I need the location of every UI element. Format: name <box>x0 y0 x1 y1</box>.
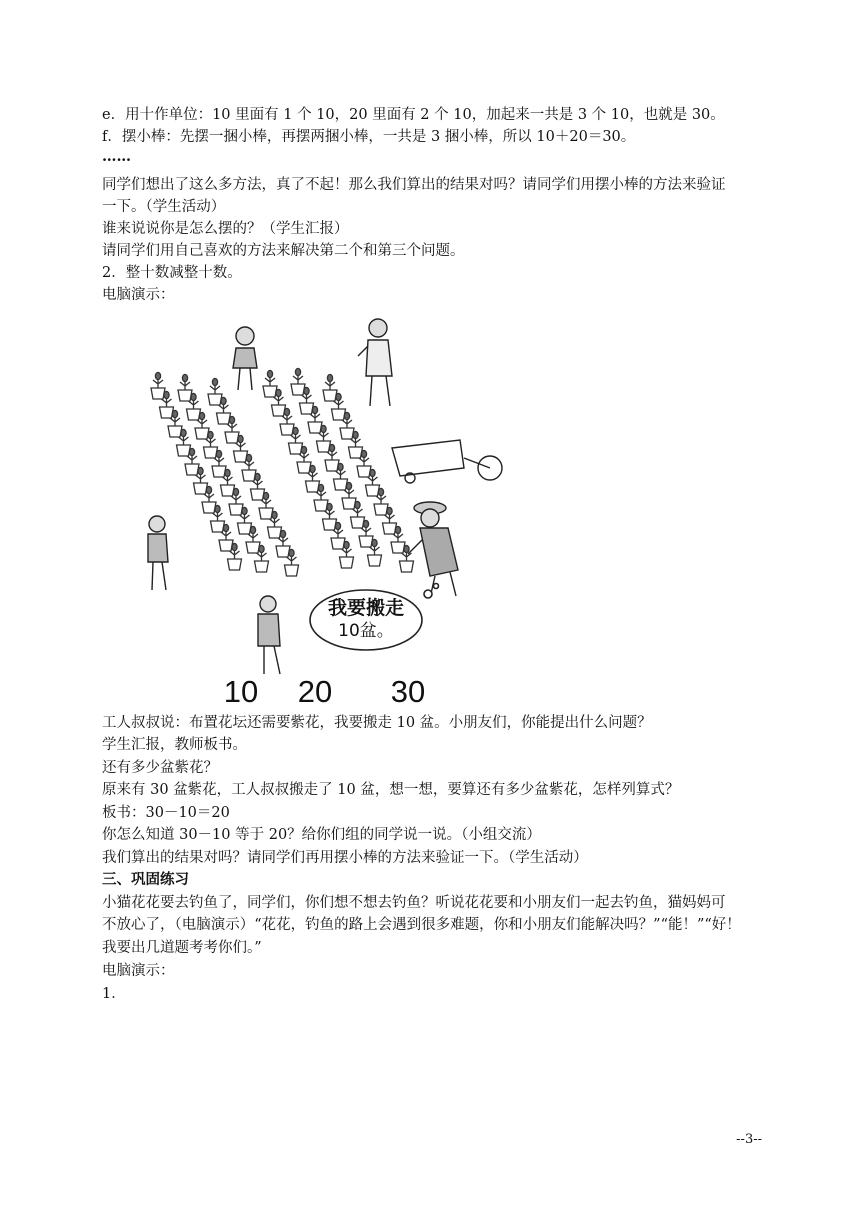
flower-pot <box>317 441 331 452</box>
flower-bud <box>199 412 204 419</box>
board-formula-line: 板书：30－10＝20 <box>102 805 230 821</box>
text-line: 1． <box>102 986 126 1002</box>
flower-pot <box>217 413 231 424</box>
flower-pot <box>308 422 322 433</box>
girl-bottom-figure <box>258 596 280 674</box>
flower-pot <box>400 561 414 572</box>
flower-bud <box>327 503 332 510</box>
flower-bud <box>238 435 243 442</box>
flower-pot <box>221 485 235 496</box>
flower-pot <box>234 451 248 462</box>
flower-pot <box>178 390 192 401</box>
flower-pot <box>160 407 174 418</box>
flower-bud <box>189 448 194 455</box>
flower-pot <box>268 527 282 538</box>
text-line: 一下。（学生活动） <box>102 199 226 215</box>
flower-pot <box>331 538 345 549</box>
flower-bud <box>284 408 289 415</box>
flower-bud <box>318 484 323 491</box>
flower-bud <box>295 368 300 375</box>
flower-bud <box>321 425 326 432</box>
text-line-e: e．用十作单位：10 里面有 1 个 10，20 里面有 2 个 10，加起来一共是 3 个 10，也就是 30。 <box>102 107 725 123</box>
flower-pot <box>276 546 290 557</box>
flower-pot <box>357 466 371 477</box>
section-heading: 三、巩固练习 <box>102 871 189 888</box>
flower-bud <box>232 543 237 550</box>
flower-pot <box>359 536 373 547</box>
row-label-30: 30 <box>390 674 426 708</box>
flower-bud <box>355 501 360 508</box>
text-line: 小猫花花要去钓鱼了，同学们，你们想不想去钓鱼？听说花花要和小朋友们一起去钓鱼，猫妈妈可 <box>102 895 726 911</box>
text-line: 工人叔叔说：布置花坛还需要紫花，我要搬走 10 盆。小朋友们，你能提出什么问题？ <box>102 715 652 731</box>
flower-bud <box>361 450 366 457</box>
teacher-figure <box>358 319 392 406</box>
flower-bud <box>344 412 349 419</box>
row-label-10: 10 <box>223 674 259 708</box>
flower-pot <box>368 555 382 566</box>
flower-pot <box>255 561 269 572</box>
text-line: 电脑演示： <box>102 963 175 979</box>
flower-pot <box>323 519 337 530</box>
worker-figure <box>408 502 458 598</box>
text-line: 谁来说说你是怎么摆的？（学生汇报） <box>102 221 349 237</box>
flower-bud <box>344 541 349 548</box>
flower-bud <box>336 393 341 400</box>
flower-pot <box>374 504 388 515</box>
speech-bubble-text-1: 我要搬走 <box>327 597 405 619</box>
flower-stem <box>180 381 190 390</box>
flower-bud <box>353 431 358 438</box>
flower-bud <box>246 454 251 461</box>
flower-pot <box>251 489 265 500</box>
flower-pot <box>306 481 320 492</box>
flower-pot <box>225 432 239 443</box>
flower-pot <box>349 447 363 458</box>
flower-pot <box>391 542 405 553</box>
flower-bud <box>387 507 392 514</box>
flower-pot <box>325 460 339 471</box>
flower-pot <box>291 384 305 395</box>
flower-pot-rows <box>151 368 414 576</box>
flower-bud <box>335 522 340 529</box>
flower-bud <box>263 492 268 499</box>
flower-pot <box>151 388 165 399</box>
flower-bud <box>191 393 196 400</box>
flower-stem <box>210 385 220 394</box>
flower-pot <box>238 523 252 534</box>
flower-bud <box>250 526 255 533</box>
flower-pot <box>211 521 225 532</box>
row-label-20: 20 <box>297 674 333 708</box>
flower-pot <box>383 523 397 534</box>
flower-bud <box>346 482 351 489</box>
flower-bud <box>198 467 203 474</box>
flower-pot <box>323 390 337 401</box>
flower-bud <box>233 488 238 495</box>
flower-bud <box>181 429 186 436</box>
flower-pot <box>285 565 299 576</box>
flower-bud <box>208 431 213 438</box>
flower-pot <box>168 426 182 437</box>
flower-pots-illustration <box>130 318 510 708</box>
flower-bud <box>172 410 177 417</box>
flower-bud <box>276 389 281 396</box>
flower-pot <box>228 559 242 570</box>
flower-pot <box>280 424 294 435</box>
flower-pot <box>340 557 354 568</box>
flower-bud <box>215 505 220 512</box>
flower-pot <box>208 394 222 405</box>
flower-bud <box>242 507 247 514</box>
flower-stem <box>293 375 303 384</box>
flower-bud <box>229 416 234 423</box>
flower-pot <box>300 403 314 414</box>
flower-pot <box>229 504 243 515</box>
flower-bud <box>272 511 277 518</box>
flower-bud <box>372 539 377 546</box>
flower-pot <box>185 464 199 475</box>
flower-pot <box>242 470 256 481</box>
speech-bubble-text-2: 10盆。 <box>338 621 394 641</box>
flower-pot <box>351 517 365 528</box>
text-line: 学生汇报，教师板书。 <box>102 737 247 753</box>
flower-bud <box>164 391 169 398</box>
flower-stem <box>153 379 163 388</box>
text-line: 原来有 30 盆紫花，工人叔叔搬走了 10 盆，想一想，要算还有多少盆紫花，怎样列算式？ <box>102 782 680 798</box>
flower-bud <box>289 549 294 556</box>
flower-bud <box>293 427 298 434</box>
flower-bud <box>206 486 211 493</box>
flower-pot <box>195 428 209 439</box>
flower-bud <box>225 469 230 476</box>
flower-bud <box>212 378 217 385</box>
flower-bud <box>338 463 343 470</box>
flower-bud <box>259 545 264 552</box>
flower-pot <box>263 386 277 397</box>
text-line: 电脑演示： <box>102 287 175 303</box>
flower-bud <box>329 444 334 451</box>
flower-bud <box>312 406 317 413</box>
flower-pot <box>259 508 273 519</box>
flower-pot <box>246 542 260 553</box>
flower-bud <box>267 370 272 377</box>
flower-bud <box>378 488 383 495</box>
text-line: 你怎么知道 30－10 等于 20？给你们组的同学说一说。（小组交流） <box>102 827 541 843</box>
flower-bud <box>221 397 226 404</box>
flower-bud <box>280 530 285 537</box>
flower-stem <box>265 377 275 386</box>
flower-bud <box>395 526 400 533</box>
flower-pot <box>314 500 328 511</box>
girl-left-figure <box>148 516 168 590</box>
flower-bud <box>310 465 315 472</box>
flower-bud <box>370 469 375 476</box>
girl-top-figure <box>233 327 257 390</box>
flower-pot <box>332 409 346 420</box>
flower-bud <box>404 545 409 552</box>
flower-pot <box>219 540 233 551</box>
flower-pot <box>212 466 226 477</box>
flower-bud <box>155 372 160 379</box>
text-line: 同学们想出了这么多方法，真了不起！那么我们算出的结果对吗？请同学们用摆小棒的方法来验证 <box>102 177 726 193</box>
flower-bud <box>363 520 368 527</box>
flower-pot <box>340 428 354 439</box>
flower-pot <box>204 447 218 458</box>
text-line: 还有多少盆紫花？ <box>102 760 218 776</box>
flower-bud <box>301 446 306 453</box>
subheading-line: 2．整十数减整十数。 <box>102 265 242 281</box>
text-line: 我们算出的结果对吗？请同学们再用摆小棒的方法来验证一下。（学生活动） <box>102 850 588 866</box>
page-number: --3-- <box>736 1132 762 1147</box>
flower-pot <box>366 485 380 496</box>
text-line-f: f．摆小棒：先摆一捆小棒，再摆两捆小棒，一共是 3 捆小棒，所以 10＋20＝30。 <box>102 129 636 145</box>
flower-bud <box>255 473 260 480</box>
text-line: 我要出几道题考考你们。” <box>102 940 262 956</box>
text-line: 不放心了，（电脑演示）“花花，钓鱼的路上会遇到很多难题，你和小朋友们能解决吗？”“能！”“好！ <box>102 917 741 933</box>
flower-bud <box>304 387 309 394</box>
flower-pot <box>194 483 208 494</box>
flower-pot <box>342 498 356 509</box>
flower-pot <box>177 445 191 456</box>
flower-pot <box>289 443 303 454</box>
flower-bud <box>223 524 228 531</box>
flower-pot <box>334 479 348 490</box>
flower-bud <box>327 374 332 381</box>
flower-stem <box>325 381 335 390</box>
flower-pot <box>272 405 286 416</box>
tricycle-cart-figure <box>392 440 502 483</box>
flower-bud <box>216 450 221 457</box>
ellipsis-line: …… <box>102 148 131 165</box>
flower-bud <box>182 374 187 381</box>
flower-pot <box>297 462 311 473</box>
text-line: 请同学们用自己喜欢的方法来解决第二个和第三个问题。 <box>102 243 465 259</box>
flower-pot <box>202 502 216 513</box>
flower-pot <box>187 409 201 420</box>
